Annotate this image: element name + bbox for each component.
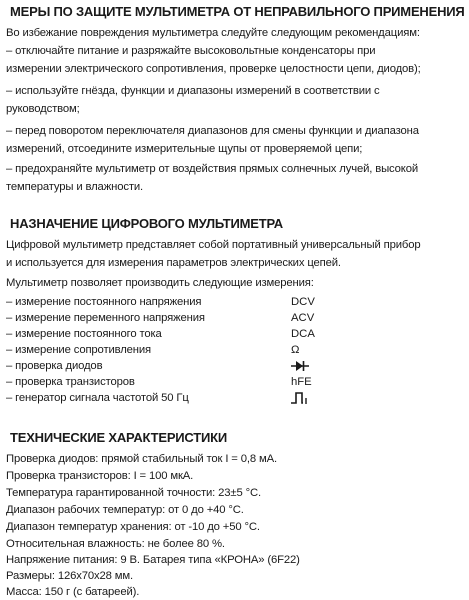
spec-line: Относительная влажность: не более 80 %.: [6, 538, 225, 550]
measurement-abbr: ACV: [291, 312, 315, 324]
text-line: руководством;: [6, 103, 80, 115]
text-line: – отключайте питание и разряжайте высоковольтные конденсаторы при: [6, 45, 376, 57]
text-line: измерений, отсоедините измерительные щупы от проверяемой цепи;: [6, 143, 363, 155]
spec-line: Масса: 150 г (с батареей).: [6, 586, 140, 598]
spec-line: Проверка транзисторов: I = 100 мкА.: [6, 470, 194, 482]
text-line: – перед поворотом переключателя диапазонов для смены функции и диапазона: [6, 125, 419, 137]
measurement-abbr: DCV: [291, 296, 315, 308]
diode-icon: [291, 360, 309, 372]
measurement-item: – генератор сигнала частотой 50 Гц: [6, 392, 189, 404]
measurement-abbr: Ω: [291, 344, 300, 356]
measurement-item: – проверка транзисторов: [6, 376, 135, 388]
spec-line: Диапазон рабочих температур: от 0 до +40 °С.: [6, 504, 244, 516]
spec-line: Проверка диодов: прямой стабильный ток I = 0,8 мА.: [6, 453, 277, 465]
text-line: Мультиметр позволяет производить следующие измерения:: [6, 277, 314, 289]
measurement-item: – измерение постоянного напряжения: [6, 296, 202, 308]
spec-line: Размеры: 126х70х28 мм.: [6, 570, 134, 582]
measurement-item: – проверка диодов: [6, 360, 103, 372]
section-title-protection: МЕРЫ ПО ЗАЩИТЕ МУЛЬТИМЕТРА ОТ НЕПРАВИЛЬНОГО ПРИМЕНЕНИЯ: [10, 4, 465, 19]
measurement-item: – измерение переменного напряжения: [6, 312, 205, 324]
text-line: температуры и влажности.: [6, 181, 143, 193]
measurement-abbr: DCA: [291, 328, 315, 340]
spec-line: Температура гарантированной точности: 23±5 °С.: [6, 487, 261, 499]
measurement-item: – измерение постоянного тока: [6, 328, 162, 340]
measurement-abbr: hFE: [291, 376, 312, 388]
spec-line: Диапазон температур хранения: от -10 до +50 °С.: [6, 521, 260, 533]
measurement-item: – измерение сопротивления: [6, 344, 152, 356]
square-wave-icon: [291, 390, 309, 406]
text-line: – предохраняйте мультиметр от воздействия прямых солнечных лучей, высокой: [6, 163, 419, 175]
text-line: Цифровой мультиметр представляет собой портативный универсальный прибор: [6, 239, 421, 251]
text-line: измерении электрического сопротивления, проверке целостности цепи, диодов);: [6, 63, 421, 75]
section-title-purpose: НАЗНАЧЕНИЕ ЦИФРОВОГО МУЛЬТИМЕТРА: [10, 216, 283, 231]
text-line: – используйте гнёзда, функции и диапазоны измерений в соответствии с: [6, 85, 380, 97]
text-line: Во избежание повреждения мультиметра следуйте следующим рекомендациям:: [6, 27, 420, 39]
section-title-specs: ТЕХНИЧЕСКИЕ ХАРАКТЕРИСТИКИ: [10, 430, 228, 445]
text-line: и используется для измерения параметров электрических цепей.: [6, 257, 341, 269]
spec-line: Напряжение питания: 9 В. Батарея типа «КРОНА» (6F22): [6, 554, 300, 566]
